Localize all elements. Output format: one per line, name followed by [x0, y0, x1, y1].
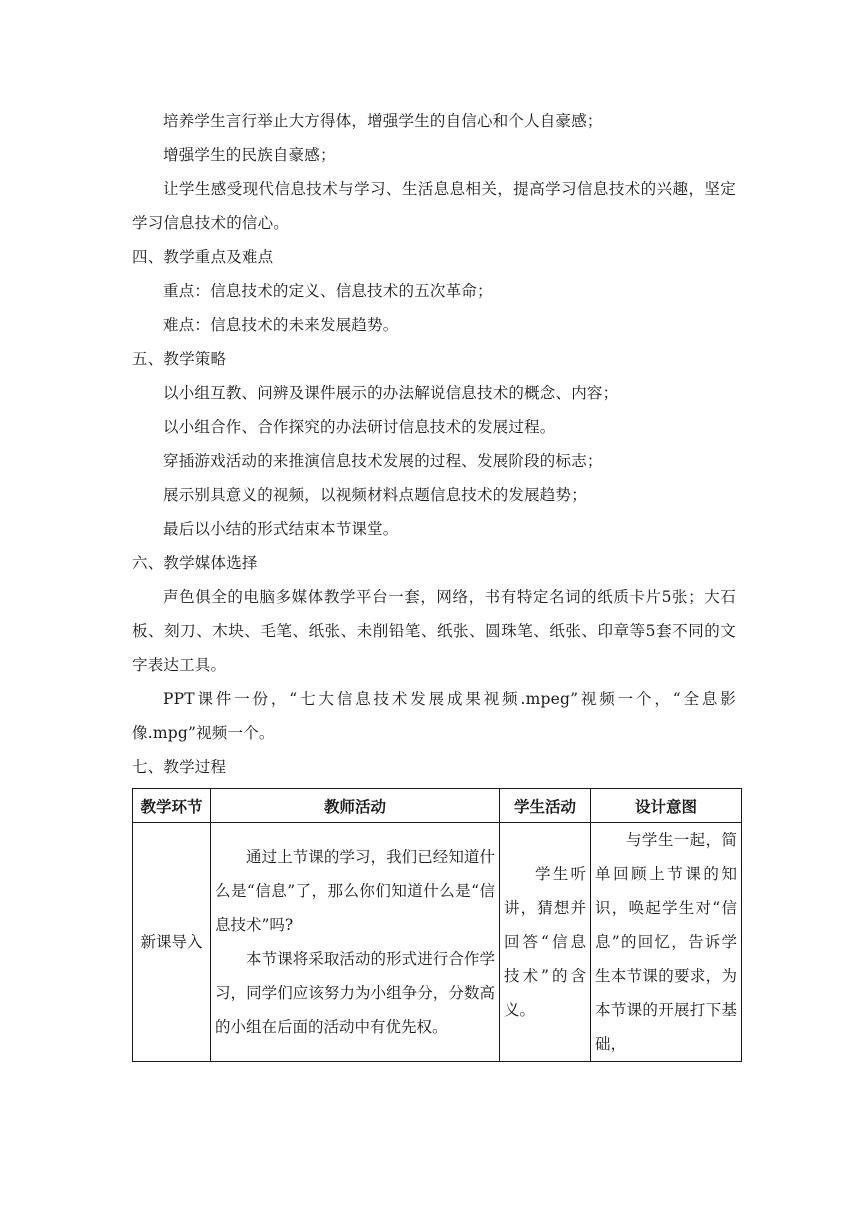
section-5-item: 穿插游戏活动的来推演信息技术发展的过程、发展阶段的标志；	[163, 452, 603, 470]
section-6-heading: 六、教学媒体选择	[132, 554, 258, 572]
section-4-item: 难点：信息技术的未来发展趋势。	[163, 316, 399, 334]
section-5-item: 以小组合作、合作探究的办法研讨信息技术的发展过程。	[163, 418, 556, 436]
section-6-item: PPT课件一份，“七大信息技术发展成果视频.mpeg”视频一个，“全息影像.mpg”视频一个。	[132, 690, 736, 742]
cell-teacher-activity	[211, 823, 500, 1062]
section-7-heading: 七、教学过程	[132, 758, 227, 776]
intro-paragraph-1: 培养学生言行举止大方得体，增强学生的自信心和个人自豪感；	[163, 112, 603, 130]
intro-paragraph-3: 让学生感受现代信息技术与学习、生活息息相关，提高学习信息技术的兴趣，坚定学习信息技术的信心。	[132, 180, 736, 232]
teaching-process-table	[132, 788, 742, 1062]
section-4-item: 重点：信息技术的定义、信息技术的五次革命；	[163, 282, 493, 300]
section-6-item: 声色俱全的电脑多媒体教学平台一套，网络，书有特定名词的纸质卡片5张；大石板、刻刀、木块、毛笔、纸张、未削铅笔、纸张、圆珠笔、纸张、印章等5套不同的文字表达工具。	[132, 588, 736, 674]
cell-student-activity	[500, 823, 591, 1062]
teacher-activity-paragraph: 通过上节课的学习，我们已经知道什么是“信息”了，那么你们知道什么是“信息技术”吗?	[215, 848, 495, 934]
intro-paragraph-2: 增强学生的民族自豪感；	[163, 146, 336, 164]
section-5-item: 展示别具意义的视频，以视频材料点题信息技术的发展趋势；	[163, 486, 587, 504]
section-5-item: 最后以小结的形式结束本节课堂。	[163, 520, 399, 538]
cell-design-intent	[591, 823, 742, 1062]
table-row	[133, 823, 742, 1062]
document-body	[132, 104, 736, 1062]
section-4-heading: 四、教学重点及难点	[132, 248, 274, 266]
section-5-heading: 五、教学策略	[132, 350, 227, 368]
student-activity-text: 学生听讲，猜想并回答“信息技术”的含义。	[504, 865, 586, 1019]
table-header-row	[133, 789, 742, 823]
header-stage: 教学环节	[133, 789, 211, 823]
header-student-activity: 学生活动	[500, 789, 591, 823]
header-teacher-activity: 教师活动	[211, 789, 500, 823]
cell-stage: 新课导入	[133, 823, 211, 1062]
design-intent-text: 与学生一起，简单回顾上节课的知识，唤起学生对“信息”的回忆，告诉学生本节课的要求，为本节课的开展打下基础，	[595, 831, 737, 1053]
section-5-item: 以小组互教、问辨及课件展示的办法解说信息技术的概念、内容；	[163, 384, 619, 402]
teacher-activity-paragraph: 本节课将采取活动的形式进行合作学习，同学们应该努力为小组争分，分数高的小组在后面的活动中有优先权。	[215, 950, 495, 1036]
header-design-intent: 设计意图	[591, 789, 742, 823]
